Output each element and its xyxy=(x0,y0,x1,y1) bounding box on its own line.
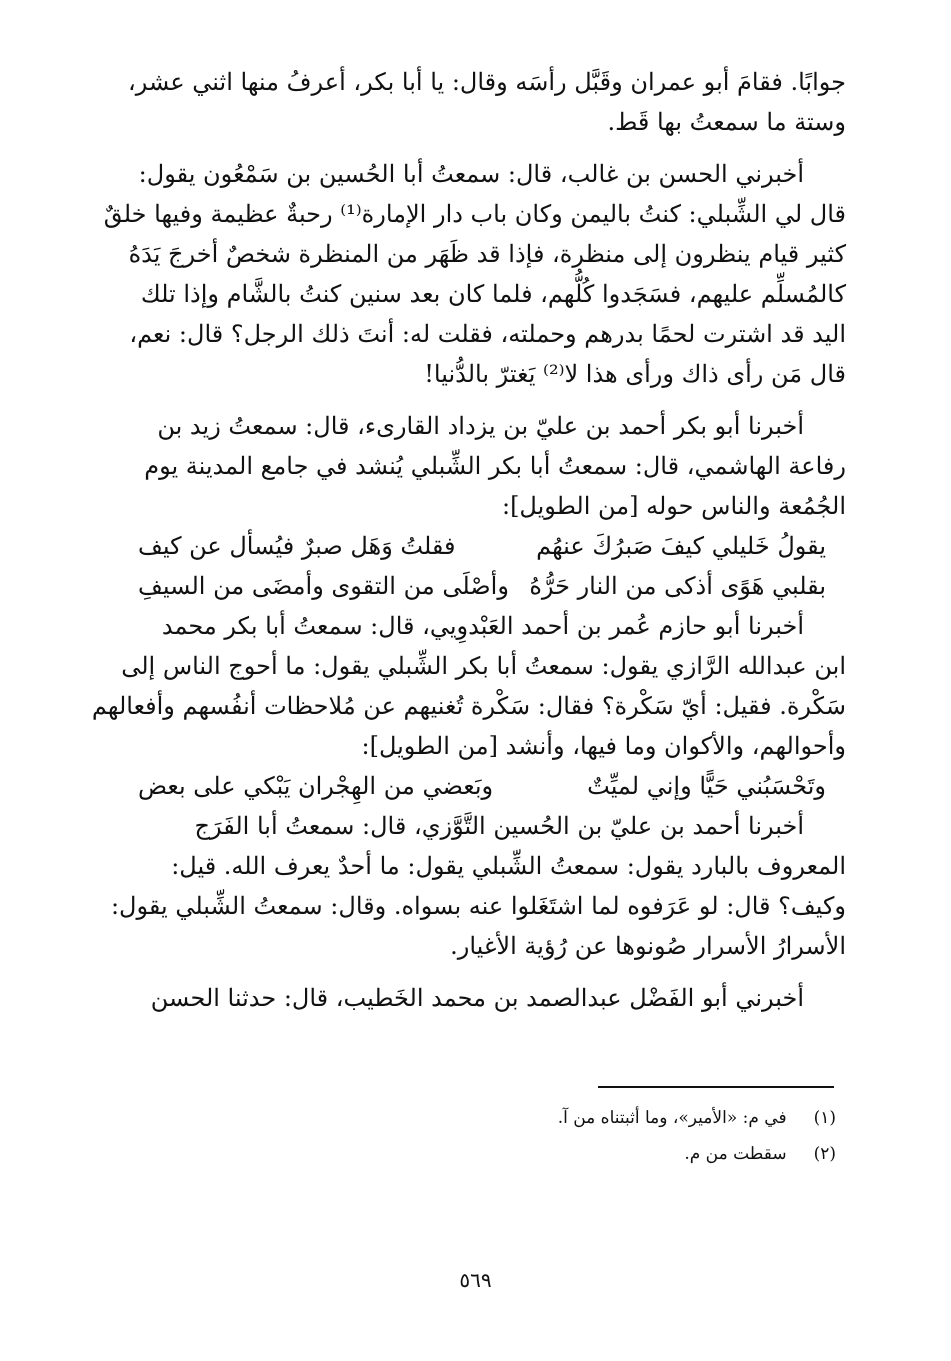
paragraph-6 xyxy=(130,978,846,1018)
verse-line xyxy=(130,526,846,566)
text-line: كثير قيام ينظرون إلى منظرة، فإذا قد ظَهَر من المنظرة شخصٌ أخرجَ يَدَهُ xyxy=(128,240,846,268)
text-line: سَكْرة. فقيل: أيّ سَكْرة؟ فقال: سَكْرة تُغنيهم عن مُلاحظات أنفُسهم وأفعالهم xyxy=(91,692,846,720)
paragraph-5 xyxy=(110,806,846,966)
text-line: جوابًا. فقامَ أبو عمران وقَبَّل رأسَه وقال: يا أبا بكر، أعرفُ منها اثني عشر، xyxy=(127,68,846,96)
text-line: أخبرنا أبو بكر أحمد بن عليّ بن يزداد القارىء، قال: سمعتُ زيد بن xyxy=(157,412,804,440)
verse-line xyxy=(130,766,846,806)
footnote-text: سقطت من م. xyxy=(684,1144,787,1164)
verse-hemistich-left: وبَعضي من الهِجْران يَبْكي على بعض xyxy=(138,772,494,800)
text-line: أخبرنا أحمد بن عليّ بن الحُسين التَّوَّزي، قال: سمعتُ أبا الفَرَج xyxy=(194,812,804,840)
text-line: أخبرني أبو الفَضْل عبدالصمد بن محمد الخَطيب، قال: حدثنا الحسن xyxy=(150,984,804,1012)
paragraph-3 xyxy=(130,406,846,526)
text-line: ابن عبدالله الرَّازي يقول: سمعتُ أبا بكر الشِّبلي يقول: ما أحوج الناس إلى xyxy=(121,652,846,680)
paragraph-4 xyxy=(91,606,846,766)
paragraph-1 xyxy=(127,62,846,142)
text-line: وستة ما سمعتُ بها قَط. xyxy=(607,108,846,136)
footnote-number: (١) xyxy=(813,1108,836,1128)
verse-hemistich-right: بقلبي هَوًى أذكى من النار حَرُّهُ xyxy=(529,572,826,600)
verse-line xyxy=(130,566,846,606)
text-line: رفاعة الهاشمي، قال: سمعتُ أبا بكر الشِّبلي يُنشد في جامع المدينة يوم xyxy=(144,452,846,480)
text-line: وأحوالهم، والأكوان وما فيها، وأنشد [من الطويل]: xyxy=(361,732,846,760)
text-line: المعروف بالبارد يقول: سمعتُ الشِّبلي يقول: ما أحدٌ يعرف الله. قيل: xyxy=(171,852,846,880)
verse-hemistich-right: وتَحْسَبُني حَيًّا وإني لميِّتٌ xyxy=(587,772,826,800)
footnote-text: في م: «الأمير»، وما أثبتناه من آ. xyxy=(557,1108,787,1128)
text-line: قال مَن رأى ذاك ورأى هذا لا⁽²⁾ يَغترّ بالدُّنيا! xyxy=(424,360,846,388)
text-line: أخبرنا أبو حازم عُمر بن أحمد العَبْدوِيي، قال: سمعتُ أبا بكر محمد xyxy=(161,612,804,640)
text-line: أخبرني الحسن بن غالب، قال: سمعتُ أبا الحُسين بن سَمْعُون يقول: xyxy=(138,160,804,188)
page-number: ٥٦٩ xyxy=(459,1268,492,1292)
paragraph-2 xyxy=(103,154,846,394)
text-line: وكيف؟ قال: لو عَرَفوه لما اشتَغَلوا عنه بسواه. وقال: سمعتُ الشِّبلي يقول: xyxy=(110,892,846,920)
text-line: اليد قد اشترت لحمًا بدرهم وحملته، فقلت له: أنتَ ذلك الرجل؟ قال: نعم، xyxy=(129,320,846,348)
footnote-1 xyxy=(400,1100,836,1136)
text-line: الجُمُعة والناس حوله [من الطويل]: xyxy=(501,492,846,520)
text-line: قال لي الشِّبلي: كنتُ باليمن وكان باب دار الإمارة⁽¹⁾ رحبةٌ عظيمة وفيها خلقٌ xyxy=(103,200,846,228)
footnote-2 xyxy=(400,1136,836,1172)
verse-hemistich-right: يقولُ خَليلي كيفَ صَبرُكَ عنهُم xyxy=(536,532,826,560)
text-line: كالمُسلِّم عليهم، فسَجَدوا كُلُّهم، فلما كان بعد سنين كنتُ بالشَّام وإذا تلك xyxy=(140,280,846,308)
footnote-divider xyxy=(598,1086,834,1088)
verse-hemistich-left: وأصْلَى من التقوى وأمضَى من السيفِ xyxy=(138,572,509,600)
poem-2 xyxy=(130,766,846,806)
text-line: الأسرارُ الأسرار صُونوها عن رُؤية الأغيار. xyxy=(450,932,846,960)
footnotes xyxy=(400,1100,836,1172)
verse-hemistich-left: فقلتُ وَهَل صبرٌ فيُسأل عن كيف xyxy=(138,532,456,560)
footnote-number: (٢) xyxy=(813,1144,836,1164)
main-text xyxy=(91,62,846,1018)
poem-1 xyxy=(130,526,846,606)
